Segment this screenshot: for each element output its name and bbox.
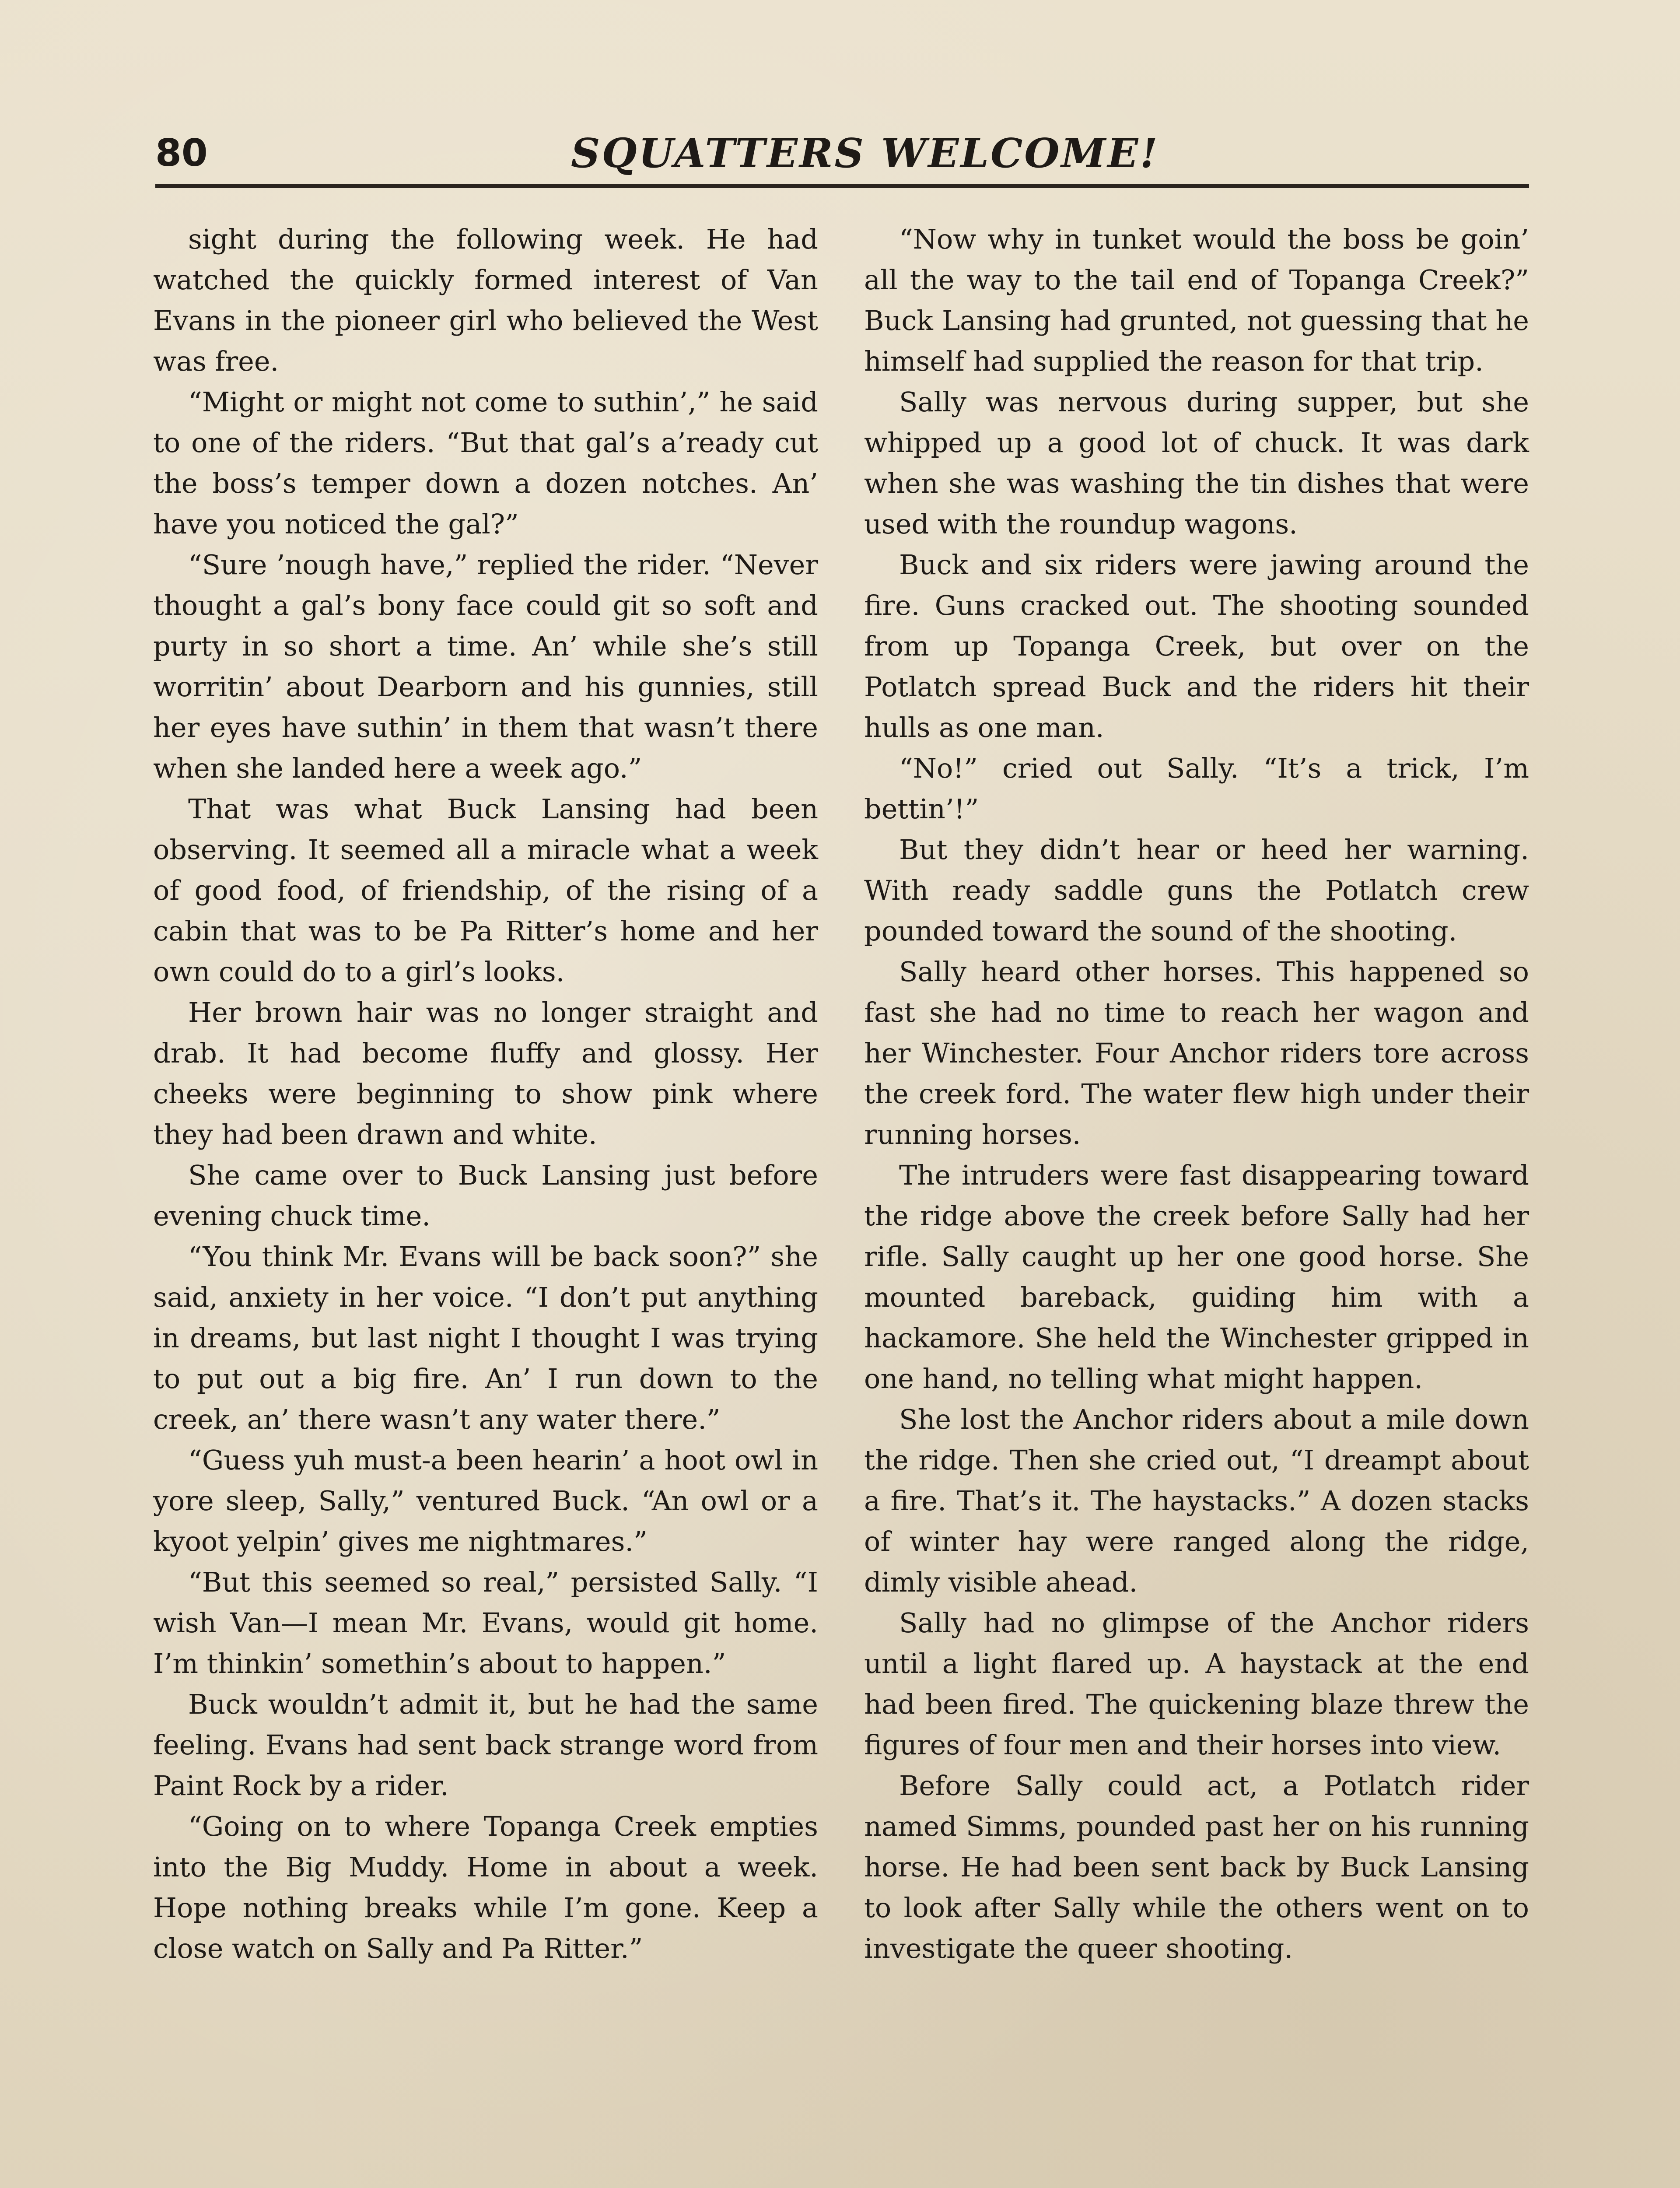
running-header	[155, 127, 1529, 188]
paragraph: But they didn’t hear or heed her warning. With ready saddle guns the Potlatch crew pounded toward the sound of the shooting.	[864, 834, 1529, 947]
paragraph: “No!” cried out Sally. “It’s a trick, I’m bettin’!”	[864, 752, 1529, 825]
left-column	[153, 219, 818, 1969]
paragraph: “Might or might not come to suthin’,” he said to one of the riders. “But that gal’s a’ready cut the boss’s temper down a dozen notches. An’ have you noticed the gal?”	[153, 386, 818, 540]
paragraph: Before Sally could act, a Potlatch rider named Simms, pounded past her on his running horse. He had been sent back by Buck Lansing to look after Sally while the others went on to investigate the queer shooting.	[864, 1770, 1529, 1964]
paragraph: She lost the Anchor riders about a mile down the ridge. Then she cried out, “I dreampt about a fire. That’s it. The haystacks.” A dozen stacks of winter hay were ranged along the ridge, dimly visible ahead.	[864, 1403, 1529, 1598]
paragraph: “Going on to where Topanga Creek empties into the Big Muddy. Home in about a week. Hope nothing breaks while I’m gone. Keep a close watch on Sally and Pa Ritter.”	[153, 1810, 818, 1964]
paragraph: “But this seemed so real,” persisted Sally. “I wish Van—I mean Mr. Evans, would git home. I’m thinkin’ somethin’s about to happen.”	[153, 1566, 818, 1680]
paragraph: “Now why in tunket would the boss be goin’ all the way to the tail end of Topanga Creek?” Buck Lansing had grunted, not guessing that he himself had supplied the reason for that trip.	[864, 223, 1529, 377]
paragraph: The intruders were fast disappearing toward the ridge above the creek before Sally had her rifle. Sally caught up her one good horse. She mounted bareback, guiding him with a hackamore. She held the Winchester gripped in one hand, no telling what might happen.	[864, 1159, 1529, 1395]
paragraph: sight during the following week. He had watched the quickly formed interest of Van Evans in the pioneer girl who believed the West was free.	[153, 223, 818, 377]
paragraph: Sally had no glimpse of the Anchor riders until a light flared up. A haystack at the end had been fired. The quickening blaze threw the figures of four men and their horses into view.	[864, 1607, 1529, 1761]
paragraph: Sally heard other horses. This happened so fast she had no time to reach her wagon and her Winchester. Four Anchor riders tore across the creek ford. The water flew high under their running horses.	[864, 956, 1529, 1150]
paragraph: “You think Mr. Evans will be back soon?” she said, anxiety in her voice. “I don’t put anything in dreams, but last night I thought I was trying to put out a big fire. An’ I run down to the creek, an’ there wasn’t any water there.”	[153, 1241, 818, 1435]
paragraph: “Guess yuh must-a been hearin’ a hoot owl in yore sleep, Sally,” ventured Buck. “An owl or a kyoot yelpin’ gives me nightmares.”	[153, 1444, 818, 1557]
paragraph: Buck and six riders were jawing around the fire. Guns cracked out. The shooting sounded from up Topanga Creek, but over on the Potlatch spread Buck and the riders hit their hulls as one man.	[864, 549, 1529, 743]
right-column	[864, 219, 1529, 1969]
paragraph: Her brown hair was no longer straight and drab. It had become fluffy and glossy. Her cheeks were beginning to show pink where they had been drawn and white.	[153, 996, 818, 1150]
paragraph: Buck wouldn’t admit it, but he had the same feeling. Evans had sent back strange word from Paint Rock by a rider.	[153, 1688, 818, 1802]
paragraph: That was what Buck Lansing had been observing. It seemed all a miracle what a week of good food, of friendship, of the rising of a cabin that was to be Pa Ritter’s home and her own could do to a girl’s looks.	[153, 793, 818, 988]
paragraph: Sally was nervous during supper, but she whipped up a good lot of chuck. It was dark when she was washing the tin dishes that were used with the roundup wagons.	[864, 386, 1529, 540]
paragraph: “Sure ’nough have,” replied the rider. “Never thought a gal’s bony face could git so soft and purty in so short a time. An’ while she’s still worritin’ about Dearborn and his gunnies, still her eyes have suthin’ in them that wasn’t there when she landed here a week ago.”	[153, 549, 818, 784]
paragraph: She came over to Buck Lansing just before evening chuck time.	[153, 1159, 818, 1232]
page-number: 80	[155, 131, 208, 175]
running-title: SQUATTERS WELCOME!	[571, 130, 1159, 177]
